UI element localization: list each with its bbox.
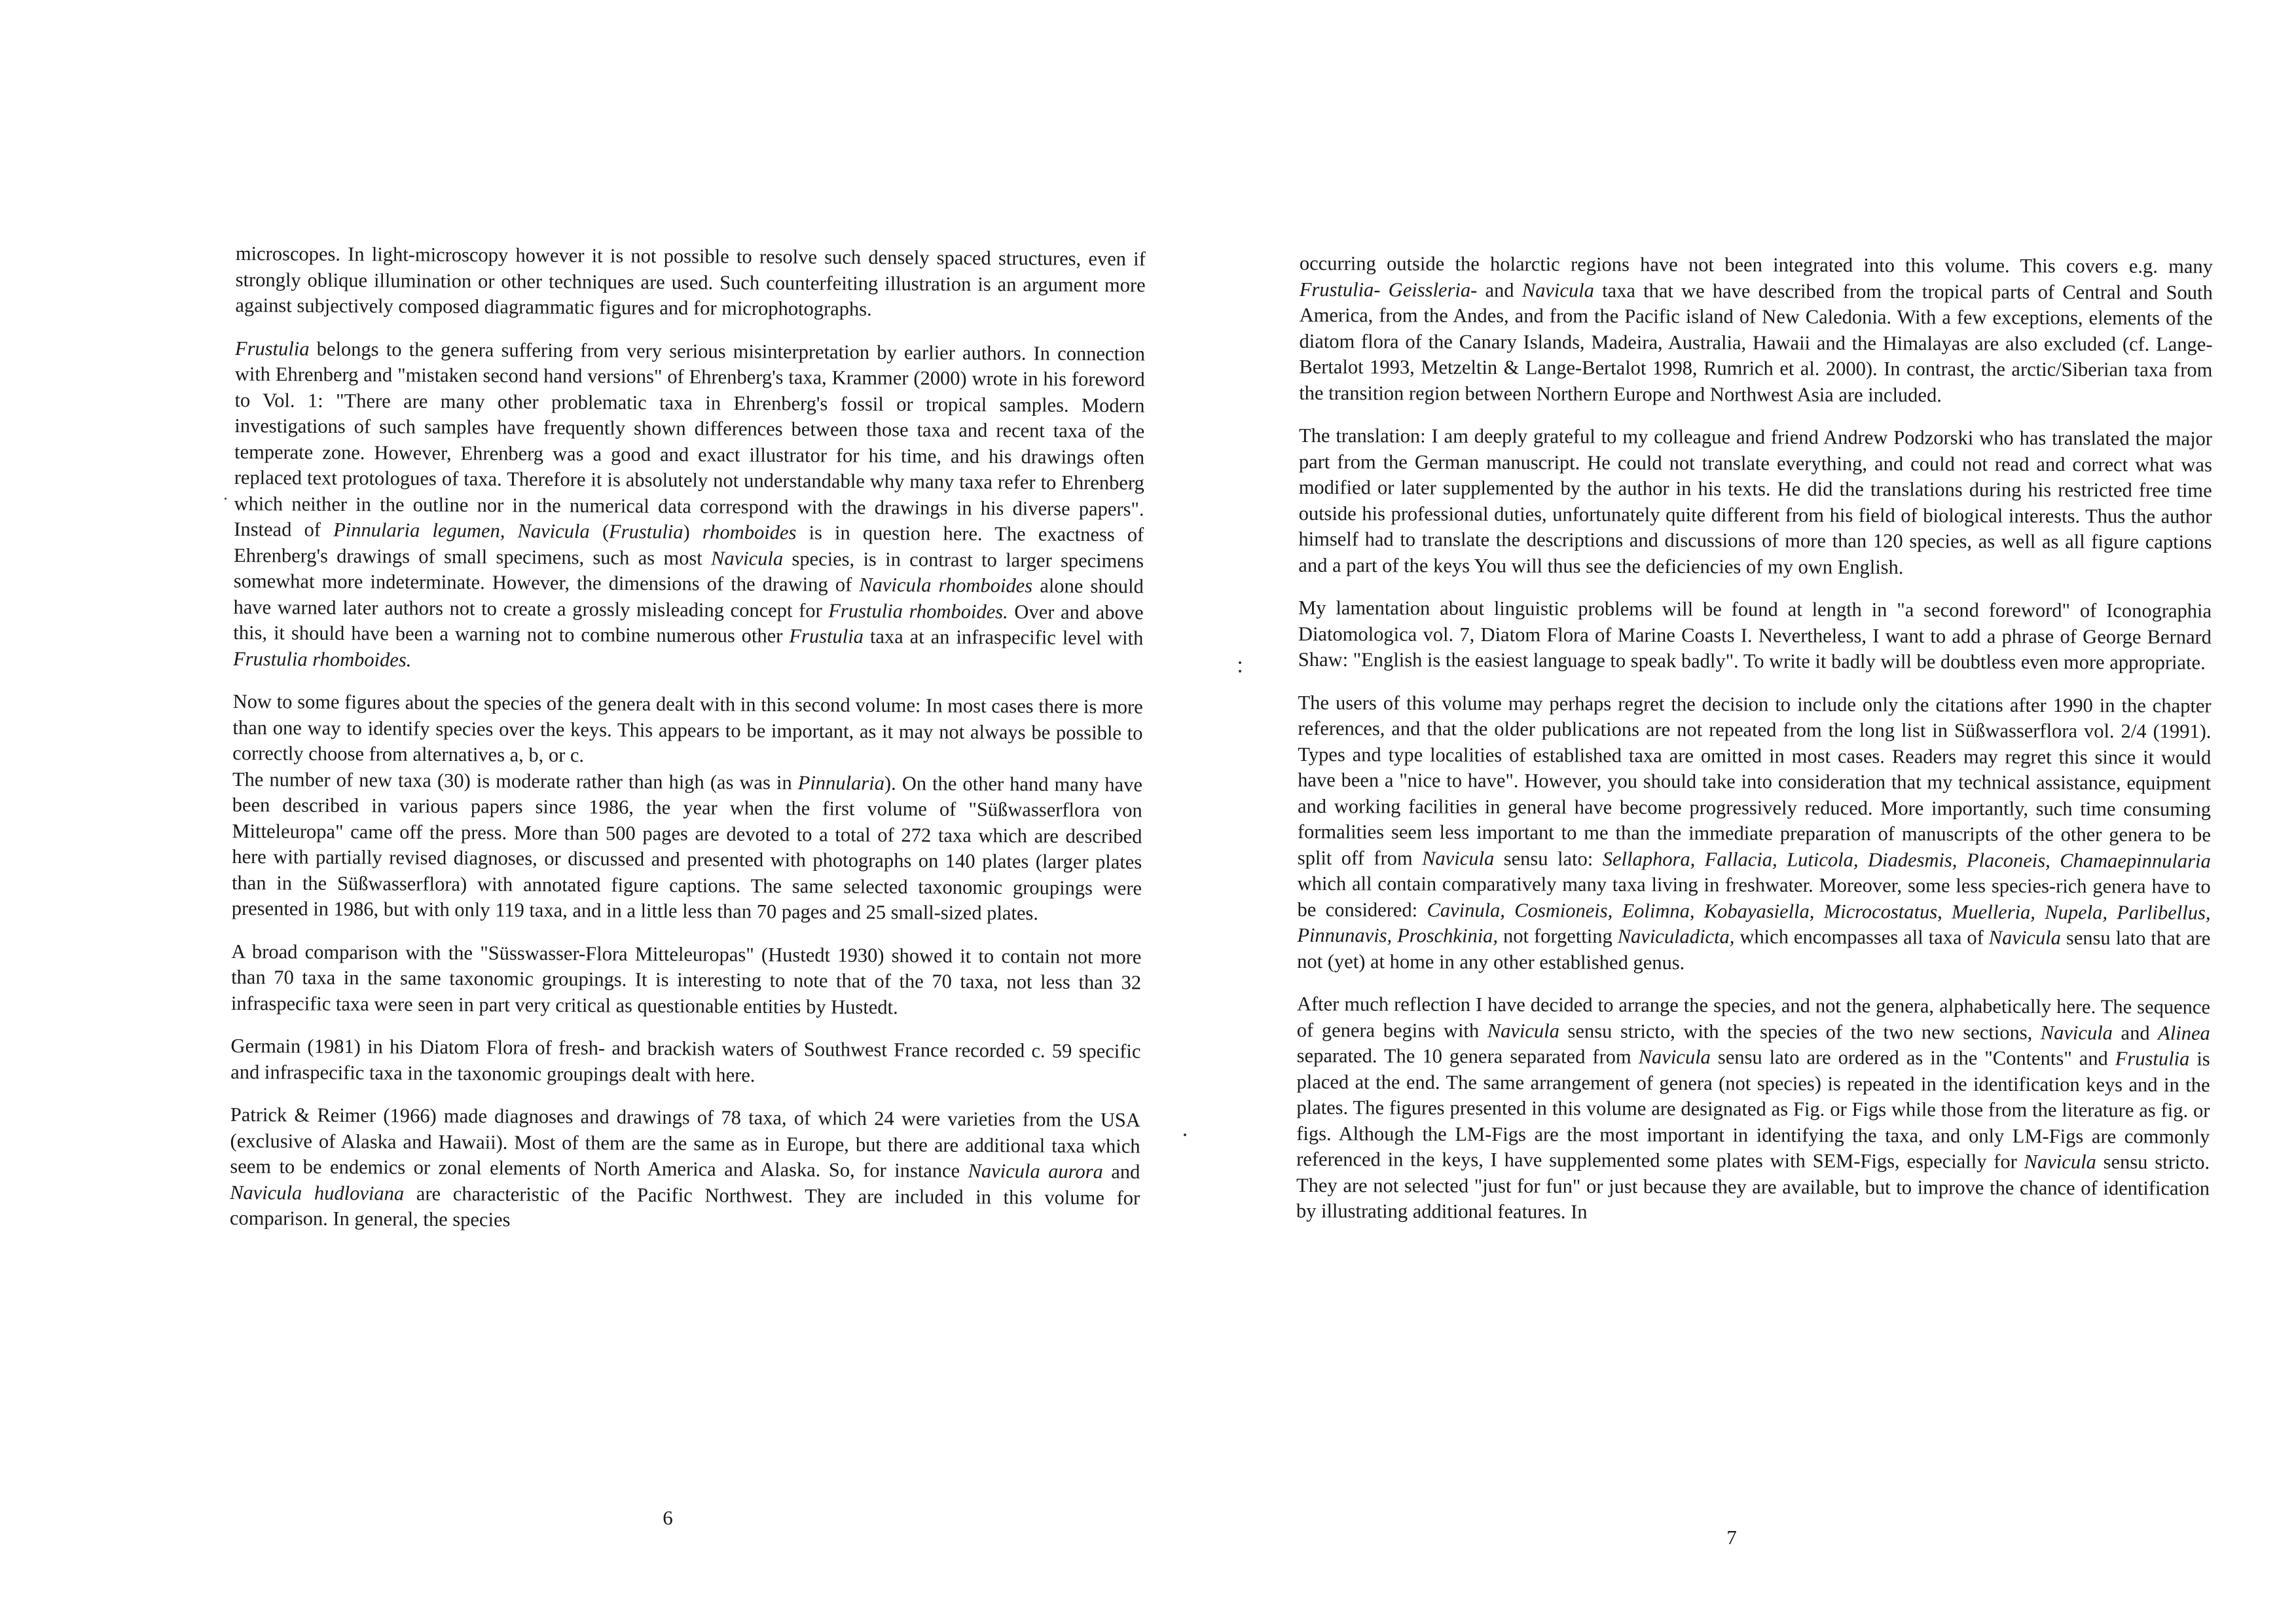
scan-speck (1239, 661, 1241, 664)
text-run: not forgetting (1498, 925, 1618, 948)
right-page (1295, 251, 2213, 1570)
text-run: belongs to the genera suffering from very serious misinterpretation by earlier authors. In connection with Ehrenberg and "mistaken second hand versions" of Ehrenberg's taxa, Krammer (2000) wrote in his foreword to Vol. 1: "There are many other problematic taxa in Ehrenberg's fossil or tropical samples. Modern investigations of such samples have frequently shown differences between those taxa and recent taxa of the temperate zone. However, Ehrenberg was a good and exact illustrator for his time, and his drawings often replaced text protologues of taxa. Therefore it is absolutely not understandable why many taxa refer to Ehrenberg which neither in the outline nor in the numerical data correspond with the drawings in his diverse papers". Instead of (234, 337, 1146, 541)
italic-run: Navicula (1522, 278, 1594, 302)
text-run: taxa at an infraspecific level with (863, 625, 1144, 650)
italic-run: Navicula (2024, 1150, 2096, 1173)
italic-run: Sellaphora, Fallacia, Luticola, Diadesmis, Placoneis, Chamaepinnularia (1602, 847, 2211, 872)
text-run: and (1477, 278, 1522, 301)
italic-run: Pinnularia legumen, Navicula (333, 518, 590, 543)
italic-run: Navicula (710, 546, 784, 570)
italic-run: Naviculadicta, (1617, 925, 1735, 948)
text-run: ( (589, 520, 610, 543)
text-run: sensu lato: (1494, 847, 1603, 870)
text-run: A broad comparison with the "Süsswasser-Flora Mitteleuropas" (Hustedt 1930) showed it to contain not more than 70 taxa in the same taxonomic groupings. It is interesting to note that of the 70 taxa, not less than 32 infraspecific taxa were seen in part very critical as questionable entities by Hustedt. (230, 940, 1142, 1018)
text-run: The users of this volume may perhaps regret the decision to include only the citations after 1990 in the chapter references, and that the older publications are not repeated from the long list in Süßwasserflora vol. 2/4 (1991). Types and type localities of established taxa are omitted in most cases. Readers may regret this since it would have been a "nice to have". However, you should take into consideration that my technical assistance, equipment and working facilities in general have become progressively reduced. More importantly, such time consuming formalities seem less important to me than the immediate preparation of manuscripts of the other genera to be split off from (1297, 691, 2212, 870)
paragraph (231, 938, 1142, 1022)
text-run: is in question here. The exactness of Ehrenberg's drawings of small specimens, such as most (233, 521, 1144, 569)
italic-run: Frustulia- Geissleria- (1299, 278, 1478, 301)
text-run: ). On the other hand many have been described in various papers since 1986, the year when the first volume of "Süßwasserflora von Mitteleuropa" came off the press. More than 500 pages are devoted to a total of 272 taxa which are described here with partially revised diagnoses, or discussed and presented with photographs on 140 plates (larger plates than in the Süßwasserflora) with annotated figure captions. The same selected taxonomic groupings were presented in 1986, but with only 119 taxa, and in a little less than 70 pages and 25 small-sized plates. (231, 771, 1143, 925)
text-run: ) (683, 521, 703, 544)
text-run: sensu lato are ordered as in the "Contents" and (1710, 1046, 2115, 1070)
scan-speck (1239, 670, 1241, 673)
italic-run: Frustulia (608, 520, 683, 544)
left-page (228, 241, 1146, 1562)
italic-run: Navicula (1988, 926, 2061, 950)
text-run: and (1102, 1160, 1140, 1183)
paragraph (233, 335, 1145, 677)
italic-run: Cavinula, Cosmioneis, Eolimna, Kobayasiella, Microcostatus, Muelleria, Nupela, Parlibellus, Pinnunavis, Proschkinia, (1297, 898, 2211, 948)
italic-run: Navicula (1487, 1019, 1559, 1042)
paragraph (1298, 423, 2212, 581)
italic-run: Navicula rhomboides (859, 573, 1033, 597)
text-run: which encompasses all taxa of (1734, 925, 1989, 949)
italic-run: Alinea (2158, 1022, 2210, 1044)
page-number-right: 7 (1726, 1526, 1737, 1549)
text-run: sensu lato that are not (yet) at home in any other established genus. (1297, 927, 2211, 974)
paragraph (232, 689, 1143, 772)
text-run: Over and above this, it should have been a warning not to combine numerous other (233, 600, 1144, 648)
italic-run: Navicula (1422, 847, 1495, 870)
paragraph (235, 241, 1146, 324)
text-run: Patrick & Reimer (1966) made diagnoses and drawings of 78 taxa, of which 24 were varieties from the USA (exclusive of Alaska and Hawaii). Most of them are the same as in Europe, but there are additional taxa which seem to be endemics or zonal elements of North America and Alaska. So, for instance (230, 1103, 1140, 1182)
italic-run: Frustulia rhomboides. (233, 647, 412, 671)
text-run: occurring outside the holarctic regions have not been integrated into this volume. This covers e.g. many (1299, 252, 2213, 278)
paragraph (1298, 595, 2212, 676)
text-run: species, is in contrast to larger specimens somewhat more indeterminate. However, the dimensions of the drawing of (233, 547, 1144, 596)
paragraph (230, 1033, 1140, 1090)
paragraph (230, 1102, 1140, 1237)
text-run: Germain (1981) in his Diatom Flora of fresh- and brackish waters of Southwest France recorded c. 59 specific and infraspecific taxa in the taxonomic groupings dealt with here. (230, 1034, 1141, 1086)
italic-run: Pinnularia (797, 771, 885, 794)
scan-speck (225, 498, 227, 500)
italic-run: Navicula hudloviana (230, 1181, 405, 1205)
paragraph (232, 766, 1142, 927)
text-run: taxa that we have described from the tropical parts of Central and South America, from the Andes, and from the Pacific island of New Caledonia. With a few exceptions, elements of the diatom flora of the Canary Islands, Madeira, Australia, Hawaii and the Himalayas are also excluded (cf. Lange-Bertalot 1993, Metzeltin & Lange-Bertalot 1998, Rumrich et al. 2000). In contrast, the arctic/Siberian taxa from the transition region between Northern Europe and Northwest Asia are included. (1299, 279, 2213, 406)
text-run: microscopes. In light-microscopy however it is not possible to resolve such densely spaced structures, even if strongly oblique illumination or other techniques are used. Such counterfeiting illustration is an argument more against subjectively composed diagrammatic figures and for microphotographs. (235, 242, 1146, 320)
text-run: My lamentation about linguistic problems will be found at length in "a second foreword" of Iconographia Diatomologica vol. 7, Diatom Flora of Marine Coasts I. Nevertheless, I want to add a phrase of George Bernard Shaw: "English is the easiest language to speak badly". To write it badly will be doubtless even more appropriate. (1298, 596, 2212, 674)
paragraph (1296, 991, 2210, 1227)
italic-run: Navicula (1638, 1045, 1711, 1069)
text-run: alone should have warned later authors not to create a grossly misleading concept for (233, 574, 1144, 622)
text-run: separated. The 10 genera separated from (1296, 1044, 1639, 1068)
text-run: The translation: I am deeply grateful to my colleague and friend Andrew Podzorski who has translated the major part from the German manuscript. He could not translate everything, and could not read and correct what was modified or later supplemented by the author in his texts. He did the translations during his restricted free time outside his professional duties, unfortunately quite different from his field of biological interests. Thus the author himself had to translate the descriptions and discussions of more than 120 species, as well as all figure captions and a part of the keys You will thus see the deficiencies of my own English. (1298, 424, 2213, 578)
text-run: sensu stricto. They are not selected "just for fun" or just because they are available, but to improve the chance of identification by illustrating additional features. In (1296, 1151, 2210, 1223)
page-number-left: 6 (663, 1506, 673, 1529)
italic-run: rhomboides (702, 521, 797, 544)
text-run: Now to some figures about the species of the genera dealt with in this second volume: In most cases there is more than one way to identify species over the keys. This appears to be important, as it may not always be possible to correctly choose from alternatives a, b, or c. (232, 690, 1143, 767)
italic-run: Frustulia (789, 625, 864, 648)
text-run: After much reflection I have decided to arrange the species, and not the genera, alphabetically here. The sequence of genera begins with (1296, 992, 2211, 1042)
scan-speck (1184, 1134, 1186, 1136)
text-run: is placed at the end. The same arrangement of genera (not species) is repeated in the identification keys and in the plates. The figures presented in this volume are designated as Fig. or Figs while those from the literature as fig. or figs. Although the LM-Figs are the most important in identifying the taxa, and only LM-Figs are commonly referenced in the keys, I have supplemented some plates with SEM-Figs, especially for (1296, 1047, 2210, 1173)
paragraph (1299, 251, 2213, 409)
text-run: sensu stricto, with the species of the two new sections, (1559, 1019, 2041, 1044)
italic-run: Navicula aurora (968, 1159, 1103, 1183)
text-run: are characteristic of the Pacific Northwest. They are included in this volume for comparison. In general, the species (229, 1182, 1140, 1231)
italic-run: Frustulia (2115, 1047, 2190, 1070)
text-run: which all contain comparatively many taxa living in freshwater. Moreover, some less species-rich genera have to be considered: (1297, 872, 2211, 921)
italic-run: Frustulia rhomboides. (828, 599, 1008, 623)
text-run: The number of new taxa (30) is moderate rather than high (as was in (232, 767, 798, 794)
italic-run: Frustulia (234, 337, 310, 360)
paragraph (1297, 690, 2212, 977)
text-run: and (2112, 1021, 2159, 1044)
italic-run: Navicula (2040, 1021, 2113, 1044)
